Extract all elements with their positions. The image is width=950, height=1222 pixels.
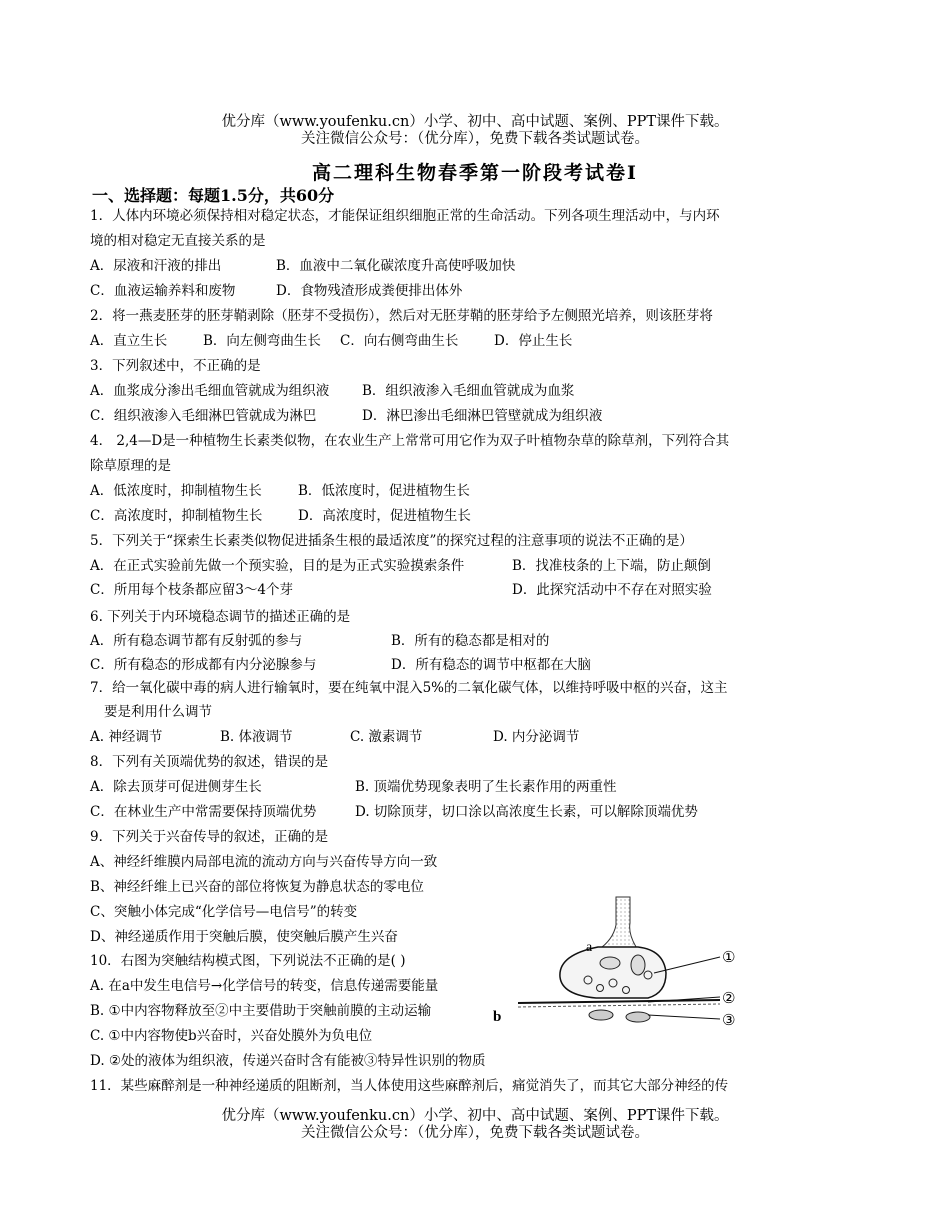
q11-stem: 11．某些麻醉剂是一种神经递质的阻断剂，当人体使用这些麻醉剂后，痛觉消失了，而其它大部分神经的传 xyxy=(90,1078,729,1094)
exam-title: 高二理科生物春季第一阶段考试卷Ⅰ xyxy=(312,162,638,184)
q6-option-b: B．所有的稳态都是相对的 xyxy=(391,633,550,649)
header-line-2: 关注微信公众号：（优分库），免费下载各类试题试卷。 xyxy=(301,131,649,147)
synaptic-knob xyxy=(560,947,666,998)
q1-stem-line2: 境的相对稳定无直接关系的是 xyxy=(90,233,266,249)
q3-option-d: D．淋巴渗出毛细淋巴管壁就成为组织液 xyxy=(362,408,603,424)
q8-option-b: B. 顶端优势现象表明了生长素作用的两重性 xyxy=(355,779,617,795)
q1-option-d: D．食物残渣形成粪便排出体外 xyxy=(276,283,463,299)
q3-options-row2 xyxy=(90,407,602,425)
label-3: ③ xyxy=(722,1011,736,1029)
q3-options-row1 xyxy=(90,382,574,400)
label-1: ① xyxy=(722,948,736,966)
synaptic-cleft xyxy=(518,1004,720,1007)
q1-option-b: B．血液中二氧化碳浓度升高使呼吸加快 xyxy=(276,258,516,274)
q4-option-d: D．高浓度时，促进植物生长 xyxy=(298,508,471,524)
q4-options-row1 xyxy=(90,482,470,500)
q5-options-row2 xyxy=(90,581,712,599)
q2-option-a: A．直立生长 xyxy=(90,333,168,349)
q7-options-row xyxy=(90,728,579,746)
q1-options-row2 xyxy=(90,282,462,300)
q8-option-d: D. 切除顶芽，切口涂以高浓度生长素，可以解除顶端优势 xyxy=(355,804,698,820)
q5-option-c: C．所用每个枝条都应留3～4个芽 xyxy=(90,582,294,598)
q3-stem: 3．下列叙述中，不正确的是 xyxy=(90,358,261,374)
q2-options-row xyxy=(90,332,572,350)
synapse-diagram xyxy=(488,895,750,1035)
q10-option-d: D. ②处的液体为组织液，传递兴奋时含有能被③特异性识别的物质 xyxy=(90,1053,486,1069)
q5-stem: 5．下列关于“探索生长素类似物促进插条生根的最适浓度”的探究过程的注意事项的说法不正确的是） xyxy=(90,533,693,549)
q3-option-c: C．组织液渗入毛细淋巴管就成为淋巴 xyxy=(90,408,317,424)
q7-option-b: B. 体液调节 xyxy=(220,729,293,745)
q2-stem: 2．将一燕麦胚芽的胚芽鞘剥除（胚芽不受损伤），然后对无胚芽鞘的胚芽给予左侧照光培养，则该胚芽将 xyxy=(90,308,713,324)
q2-option-b: B．向左侧弯曲生长 xyxy=(203,333,321,349)
q6-option-c: C．所有稳态的形成都有内分泌腺参与 xyxy=(90,657,317,673)
footer-line-2: 关注微信公众号：（优分库），免费下载各类试题试卷。 xyxy=(301,1125,649,1141)
q6-option-d: D．所有稳态的调节中枢都在大脑 xyxy=(391,657,591,673)
q10-stem: 10．右图为突触结构模式图，下列说法不正确的是( ) xyxy=(90,953,406,969)
q9-stem: 9．下列关于兴奋传导的叙述，正确的是 xyxy=(90,829,329,845)
q4-option-a: A．低浓度时，抑制植物生长 xyxy=(90,483,262,499)
q4-stem-line2: 除草原理的是 xyxy=(90,458,171,474)
q4-option-b: B．低浓度时，促进植物生长 xyxy=(298,483,470,499)
q8-stem: 8．下列有关顶端优势的叙述，错误的是 xyxy=(90,754,329,770)
q4-option-c: C．高浓度时，抑制植物生长 xyxy=(90,508,263,524)
q9-option-a: A、神经纤维膜内局部电流的流动方向与兴奋传导方向一致 xyxy=(90,854,438,870)
q6-stem: 6. 下列关于内环境稳态调节的描述正确的是 xyxy=(90,609,351,625)
q9-option-d: D、神经递质作用于突触后膜，使突触后膜产生兴奋 xyxy=(90,929,398,945)
q3-option-a: A．血浆成分渗出毛细血管就成为组织液 xyxy=(90,383,330,399)
q8-options-row1 xyxy=(90,778,617,796)
q10-option-b: B. ①中内容物释放至②中主要借助于突触前膜的主动运输 xyxy=(90,1003,432,1019)
mitochondrion xyxy=(600,957,620,969)
q9-option-c: C、突触小体完成“化学信号—电信号”的转变 xyxy=(90,904,358,920)
q3-option-b: B．组织液渗入毛细血管就成为血浆 xyxy=(362,383,575,399)
mitochondrion xyxy=(631,955,645,975)
q4-options-row2 xyxy=(90,507,471,525)
q6-option-a: A．所有稳态调节都有反射弧的参与 xyxy=(90,633,303,649)
q1-option-a: A．尿液和汗液的排出 xyxy=(90,258,222,274)
q7-stem-line1: 7．给一氧化碳中毒的病人进行输氧时，要在纯氧中混入5%的二氧化碳气体，以维持呼吸中枢的兴奋，这主 xyxy=(90,680,728,696)
q2-option-c: C．向右侧弯曲生长 xyxy=(340,333,459,349)
q8-option-a: A．除去顶芽可促进侧芽生长 xyxy=(90,779,262,795)
section-heading: 一、选择题：每题1.5分，共60分 xyxy=(92,186,335,205)
q6-options-row2 xyxy=(90,656,591,674)
q5-options-row1 xyxy=(90,557,711,575)
q7-option-a: A. 神经调节 xyxy=(90,729,163,745)
header-line-1: 优分库（www.youfenku.cn）小学、初中、高中试题、案例、PPT课件下载。 xyxy=(221,114,729,130)
q5-option-a: A．在正式实验前先做一个预实验，目的是为正式实验摸索条件 xyxy=(90,558,465,574)
q10-option-a: A. 在a中发生电信号→化学信号的转变，信息传递需要能量 xyxy=(90,978,439,994)
label-a: a xyxy=(586,940,593,955)
q6-options-row1 xyxy=(90,632,549,650)
q10-option-c: C. ①中内容物使b兴奋时，兴奋处膜外为负电位 xyxy=(90,1028,373,1044)
label-b: b xyxy=(493,1009,502,1025)
receptor xyxy=(626,1012,650,1022)
q8-options-row2 xyxy=(90,803,698,821)
receptor-3 xyxy=(589,1010,613,1020)
q5-option-d: D．此探究活动中不存在对照实验 xyxy=(512,582,712,598)
q1-options-row1 xyxy=(90,257,515,275)
leader-line-3 xyxy=(648,1015,720,1019)
q8-option-c: C．在林业生产中常需要保持顶端优势 xyxy=(90,804,317,820)
footer-line-1: 优分库（www.youfenku.cn）小学、初中、高中试题、案例、PPT课件下载。 xyxy=(221,1108,729,1124)
q2-option-d: D．停止生长 xyxy=(494,333,573,349)
q4-stem-line1: 4． 2,4—D是一种植物生长素类似物，在农业生产上常常可用它作为双子叶植物杂草的除草剂，下列符合其 xyxy=(90,433,730,449)
q7-option-c: C. 激素调节 xyxy=(350,729,423,745)
axon-terminal-stalk xyxy=(598,897,638,950)
q1-stem-line1: 1．人体内环境必须保持相对稳定状态，才能保证组织细胞正常的生命活动。下列各项生理活动中，与内环 xyxy=(90,208,720,224)
q5-option-b: B．找准枝条的上下端，防止颠倒 xyxy=(512,558,711,574)
postsynaptic-membrane xyxy=(518,1000,720,1003)
label-2: ② xyxy=(722,989,736,1007)
q9-option-b: B、神经纤维上已兴奋的部位将恢复为静息状态的零电位 xyxy=(90,879,424,895)
q7-stem-line2: 要是利用什么调节 xyxy=(104,704,212,720)
q7-option-d: D. 内分泌调节 xyxy=(493,729,580,745)
q1-option-c: C．血液运输养料和废物 xyxy=(90,283,236,299)
